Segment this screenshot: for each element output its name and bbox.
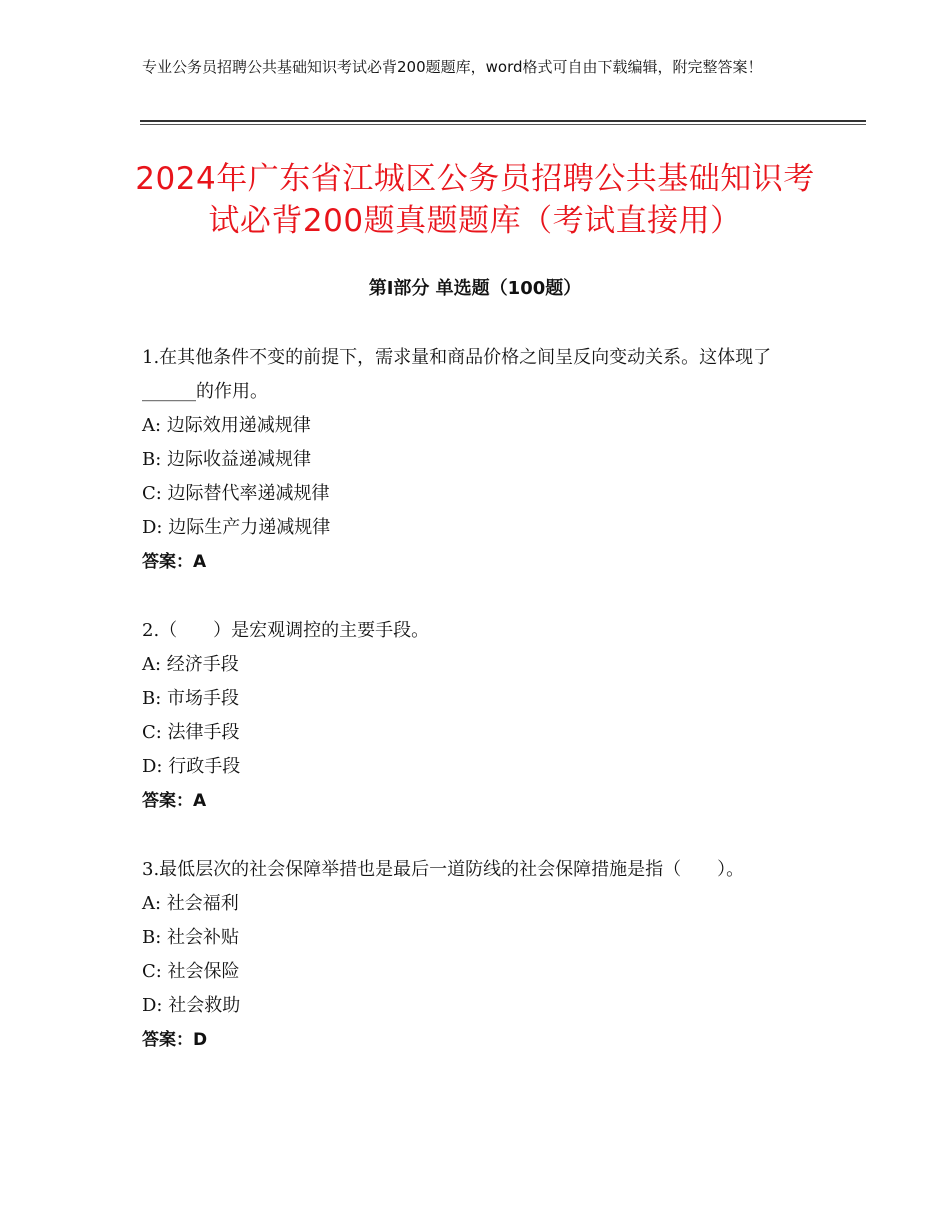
answer-line: 答案：A [142, 552, 207, 572]
question-1 [142, 341, 802, 579]
option-c: C: 法律手段 [142, 722, 240, 743]
question-stem: 2.（ ）是宏观调控的主要手段。 [142, 620, 430, 641]
option-b: B: 社会补贴 [142, 927, 240, 948]
option-b: B: 市场手段 [142, 688, 240, 709]
option-d: D: 边际生产力递减规律 [142, 517, 331, 538]
header-divider-thick-line [140, 120, 866, 122]
header-note: 专业公务员招聘公共基础知识考试必背200题题库，word格式可自由下载编辑，附完整答案！ [142, 58, 763, 76]
option-a: A: 边际效用递减规律 [142, 415, 311, 436]
answer-line: 答案：A [142, 791, 207, 811]
option-d: D: 行政手段 [142, 756, 241, 777]
header-divider-thin-line [140, 124, 866, 125]
header-divider [140, 120, 866, 126]
answer-line: 答案：D [142, 1030, 208, 1050]
question-stem: 1.在其他条件不变的前提下，需求量和商品价格之间呈反向变动关系。这体现了______的作用。 [142, 347, 772, 402]
option-a: A: 经济手段 [142, 654, 239, 675]
question-stem: 3.最低层次的社会保障举措也是最后一道防线的社会保障措施是指（ ）。 [142, 859, 745, 880]
option-c: C: 边际替代率递减规律 [142, 483, 330, 504]
option-c: C: 社会保险 [142, 961, 240, 982]
option-a: A: 社会福利 [142, 893, 239, 914]
question-2 [142, 614, 802, 818]
option-b: B: 边际收益递减规律 [142, 449, 312, 470]
document-title: 2024年广东省江城区公务员招聘公共基础知识考试必背200题真题题库（考试直接用） [135, 161, 815, 239]
question-3 [142, 853, 802, 1057]
option-d: D: 社会救助 [142, 995, 241, 1016]
section-heading: 第Ⅰ部分 单选题（100题） [368, 278, 582, 299]
